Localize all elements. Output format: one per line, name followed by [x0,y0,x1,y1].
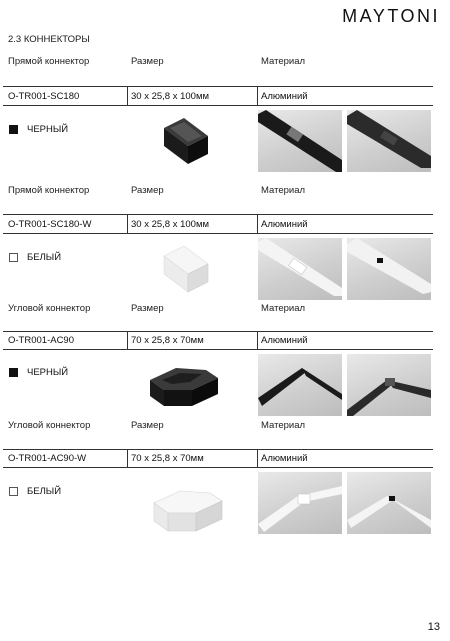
color-swatch [9,125,18,134]
column-separator [127,86,128,105]
table-rule-bottom [3,467,433,468]
table-rule-top [3,449,433,450]
table-rule-bottom [3,349,433,350]
product-code: O-TR001-SC180 [8,91,80,102]
installation-photo-2 [347,472,431,534]
product-code: O-TR001-AC90 [8,335,74,346]
size-header: Размер [131,56,164,67]
color-swatch [9,487,18,496]
table-rule-top [3,331,433,332]
color-label: ЧЕРНЫЙ [27,124,69,135]
color-label: ЧЕРНЫЙ [27,367,69,378]
section-title: 2.3 КОННЕКТОРЫ [8,34,90,45]
column-separator [257,331,258,350]
page-number: 13 [427,621,440,633]
type-label: Угловой коннектор [8,420,91,431]
product-size: 70 х 25,8 х 70мм [131,453,204,464]
color-swatch [9,253,18,262]
product-code: O-TR001-SC180-W [8,219,92,230]
installation-photo-1 [258,110,342,172]
installation-photo-1 [258,238,342,300]
table-rule-bottom [3,233,433,234]
installation-photo-2 [347,354,431,416]
straight-connector-white-image [158,242,214,298]
column-separator [257,86,258,105]
type-label: Прямой коннектор [8,185,90,196]
column-separator [127,331,128,350]
column-separator [127,449,128,468]
installation-photo-1 [258,354,342,416]
color-label: БЕЛЫЙ [27,486,62,497]
column-separator [257,449,258,468]
installation-photo-1 [258,472,342,534]
material-header: Материал [261,303,306,314]
product-size: 30 х 25,8 х 100мм [131,91,210,102]
column-separator [257,214,258,233]
product-material: Алюминий [261,91,308,102]
product-material: Алюминий [261,219,308,230]
product-material: Алюминий [261,335,308,346]
brand-logo: MAYTONI [342,6,440,26]
color-label: БЕЛЫЙ [27,252,62,263]
type-label: Угловой коннектор [8,303,91,314]
color-swatch [9,368,18,377]
material-header: Материал [261,56,306,67]
table-rule-bottom [3,105,433,106]
product-material: Алюминий [261,453,308,464]
installation-photo-2 [347,110,431,172]
product-code: O-TR001-AC90-W [8,453,87,464]
table-rule-top [3,86,433,87]
size-header: Размер [131,185,164,196]
corner-connector-black-image [146,356,222,412]
straight-connector-black-image [158,114,214,170]
table-rule-top [3,214,433,215]
type-label: Прямой коннектор [8,56,90,67]
column-separator [127,214,128,233]
product-size: 70 х 25,8 х 70мм [131,335,204,346]
size-header: Размер [131,420,164,431]
size-header: Размер [131,303,164,314]
material-header: Материал [261,185,306,196]
material-header: Материал [261,420,306,431]
corner-connector-white-image [150,477,226,537]
product-size: 30 х 25,8 х 100мм [131,219,210,230]
installation-photo-2 [347,238,431,300]
